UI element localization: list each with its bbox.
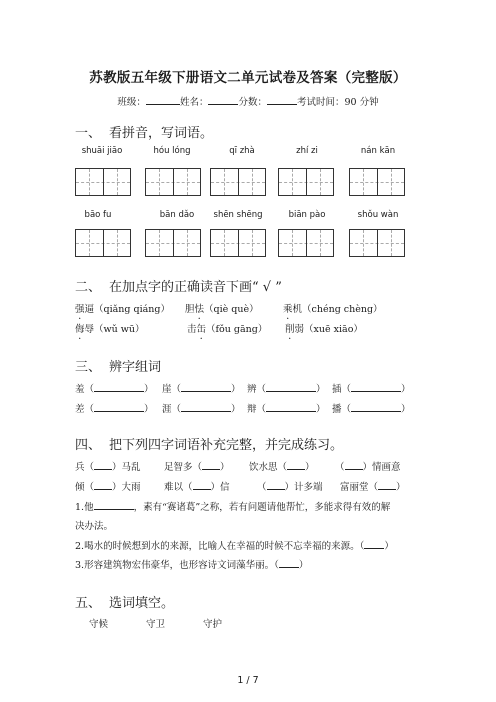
section-1-title: 看拼音，写词语。 — [109, 126, 214, 141]
writing-box[interactable] — [210, 229, 266, 257]
idiom-item: （ ）情画意 — [335, 459, 401, 473]
class-label: 班级： — [117, 97, 146, 108]
pronunciation-item: 削弱（xuē xiāo） — [285, 324, 363, 335]
pronunciation-item: 乘机（chéng chèng） — [283, 304, 383, 315]
pinyin-1-2: hóu lóng — [153, 146, 191, 156]
question-2-blank[interactable] — [364, 538, 384, 549]
section-5-title: 选词填空。 — [109, 596, 175, 611]
writing-box[interactable] — [278, 168, 334, 196]
question-1-blank[interactable] — [94, 499, 134, 510]
choice-word: 守候 — [89, 619, 109, 630]
writing-box[interactable] — [349, 168, 405, 196]
name-blank[interactable] — [208, 94, 238, 105]
char-group-item: 羞（ ） — [75, 381, 154, 395]
writing-box[interactable] — [145, 229, 201, 257]
page-title: 苏教版五年级下册语文二单元试卷及答案（完整版） — [89, 70, 407, 86]
char-group-item: 播（ ） — [332, 401, 411, 415]
idiom-item: 富丽堂（ ） — [340, 479, 406, 493]
score-blank[interactable] — [267, 94, 297, 105]
section-4-title: 把下列四字词语补充完整，并完成练习。 — [109, 438, 344, 453]
score-label: 分数： — [238, 97, 267, 108]
question-2: 2.喝水的时候想到水的来源，比喻人在幸福的时候不忘幸福的来源。（ ） — [75, 538, 394, 552]
pronunciation-item: 侮辱（wǔ wū） — [75, 324, 145, 335]
pinyin-1-4: zhí zi — [296, 146, 318, 156]
section-2-title: 在加点字的正确读音下画“ √ ” — [109, 280, 282, 295]
class-blank[interactable] — [146, 94, 180, 105]
student-info-line — [0, 94, 496, 108]
char-group-item: 插（ ） — [332, 381, 411, 395]
section-4-number: 四、 — [75, 438, 102, 453]
section-3-number: 三、 — [75, 360, 102, 375]
writing-box[interactable] — [349, 229, 405, 257]
time-label: 考试时间：90 分钟 — [296, 97, 379, 108]
char-group-item: 崖（ ） — [162, 381, 241, 395]
section-2-heading — [75, 276, 282, 295]
pinyin-1-1: shuāi jiāo — [81, 146, 123, 156]
section-3-title: 辨字组词 — [109, 360, 162, 375]
idiom-item: 倾（ ）大雨 — [75, 479, 141, 493]
writing-box[interactable] — [210, 168, 266, 196]
question-3-blank[interactable] — [279, 557, 299, 568]
idiom-item: 兵（ ）马乱 — [75, 459, 141, 473]
section-5-number: 五、 — [75, 596, 102, 611]
question-3: 3.形容建筑物宏伟豪华，也形容诗文词藻华丽。（ ） — [75, 557, 308, 571]
pronunciation-item: 胆怯（qiè què） — [185, 304, 259, 315]
pinyin-2-4: biān pào — [288, 210, 326, 220]
idiom-item: 难以（ ）信 — [164, 479, 230, 493]
writing-box[interactable] — [278, 229, 334, 257]
writing-box[interactable] — [75, 168, 131, 196]
section-1-number: 一、 — [75, 126, 102, 141]
section-3-heading — [75, 356, 161, 375]
char-group-item: 涯（ ） — [162, 401, 241, 415]
writing-box[interactable] — [75, 229, 131, 257]
name-label: 姓名： — [179, 97, 209, 108]
choice-word: 守卫 — [146, 619, 166, 630]
section-4-heading — [75, 434, 343, 453]
page-number: 1 / 7 — [237, 675, 259, 686]
pinyin-2-5: shǒu wàn — [357, 210, 399, 220]
section-2-number: 二、 — [75, 280, 102, 295]
question-1-continued: 决办法。 — [75, 521, 114, 532]
choice-word: 守护 — [203, 619, 223, 630]
pinyin-1-5: nán kān — [360, 146, 396, 156]
pinyin-1-3: qī zhà — [229, 146, 255, 156]
char-group-item: 辩（ ） — [247, 401, 326, 415]
idiom-item: 足智多（ ） — [164, 459, 230, 473]
pinyin-2-1: bāo fu — [84, 210, 112, 220]
idiom-item: 饮水思（ ） — [249, 459, 315, 473]
pronunciation-item: 击缶（fǒu gāng） — [187, 324, 268, 335]
section-1-heading — [75, 122, 213, 141]
char-group-item: 辨（ ） — [247, 381, 326, 395]
pinyin-2-3: shēn shēng — [213, 210, 263, 220]
question-1: 1.他 ，素有“赛诸葛”之称，若有问题请他帮忙，多能求得有效的解 — [75, 499, 390, 513]
char-group-item: 差（ ） — [75, 401, 154, 415]
writing-box[interactable] — [145, 168, 201, 196]
pronunciation-item: 强逼（qiǎng qiáng） — [75, 304, 171, 315]
section-5-heading — [75, 592, 174, 611]
pinyin-2-2: bān dǎo — [159, 210, 195, 220]
idiom-item: （ ）计多端 — [257, 479, 323, 493]
